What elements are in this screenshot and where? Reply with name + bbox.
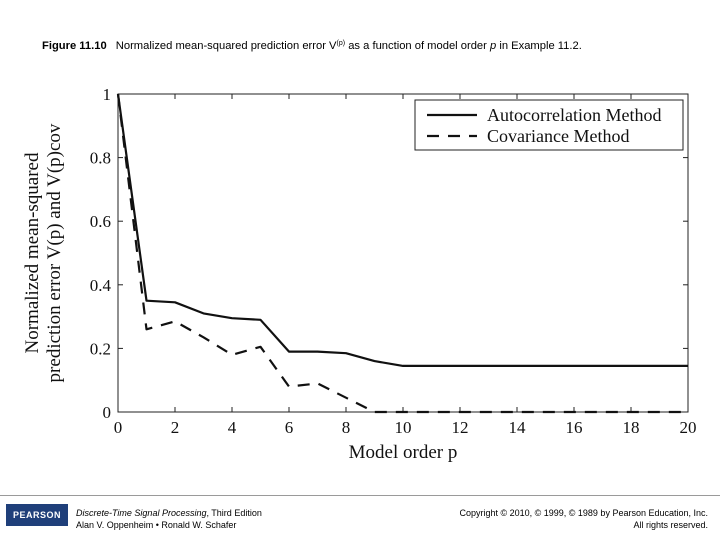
- legend-entry: Covariance Method: [487, 126, 630, 146]
- x-axis-label: Model order p: [348, 442, 458, 463]
- caption-text-2: as a function of model order: [345, 40, 490, 52]
- book-credit: [76, 507, 262, 531]
- copyright-line: Copyright © 2010, © 1999, © 1989 by Pearson Education, Inc.: [459, 508, 708, 518]
- figure-label: Figure 11.10: [42, 40, 107, 52]
- x-tick-label: 14: [508, 418, 526, 437]
- x-tick-label: 4: [227, 418, 237, 437]
- x-tick-label: 2: [170, 418, 180, 437]
- legend-entry: Autocorrelation Method: [487, 105, 662, 125]
- y-tick-label: 0: [102, 403, 111, 422]
- y-tick-label: 1: [102, 85, 111, 104]
- pearson-logo: [6, 504, 68, 526]
- book-title: Discrete-Time Signal Processing: [76, 508, 207, 518]
- x-tick-label: 0: [113, 418, 123, 437]
- figure-caption: [42, 40, 582, 52]
- y-tick-label: 0.2: [89, 339, 111, 359]
- footer-divider: [0, 495, 720, 496]
- x-tick-label: 20: [679, 418, 697, 437]
- line-chart: [18, 78, 708, 473]
- rights-line: All rights reserved.: [633, 520, 708, 530]
- caption-italic-p: p: [490, 40, 497, 52]
- y-tick-label: 0.8: [89, 148, 111, 168]
- copyright-notice: [459, 507, 708, 531]
- x-tick-label: 18: [622, 418, 640, 437]
- caption-text-1: Normalized mean-squared prediction error V: [115, 40, 337, 52]
- x-tick-label: 6: [284, 418, 294, 437]
- logo-text: PEARSON: [12, 510, 61, 520]
- x-tick-label: 16: [565, 418, 583, 437]
- book-edition: , Third Edition: [206, 508, 262, 518]
- book-authors: Alan V. Oppenheim • Ronald W. Schafer: [76, 520, 237, 530]
- x-tick-label: 8: [341, 418, 351, 437]
- y-tick-label: 0.6: [89, 212, 111, 232]
- chart-container: [18, 78, 708, 478]
- x-tick-label: 10: [394, 418, 412, 437]
- x-tick-label: 12: [451, 418, 469, 437]
- caption-superscript: (p): [336, 40, 346, 47]
- y-axis-label-line1: Normalized mean-squared: [22, 152, 43, 354]
- y-tick-label: 0.4: [89, 275, 111, 295]
- y-axis-label-line2: prediction error V(p) and V(p)cov: [44, 123, 65, 383]
- caption-text-3: in Example 11.2.: [496, 40, 582, 52]
